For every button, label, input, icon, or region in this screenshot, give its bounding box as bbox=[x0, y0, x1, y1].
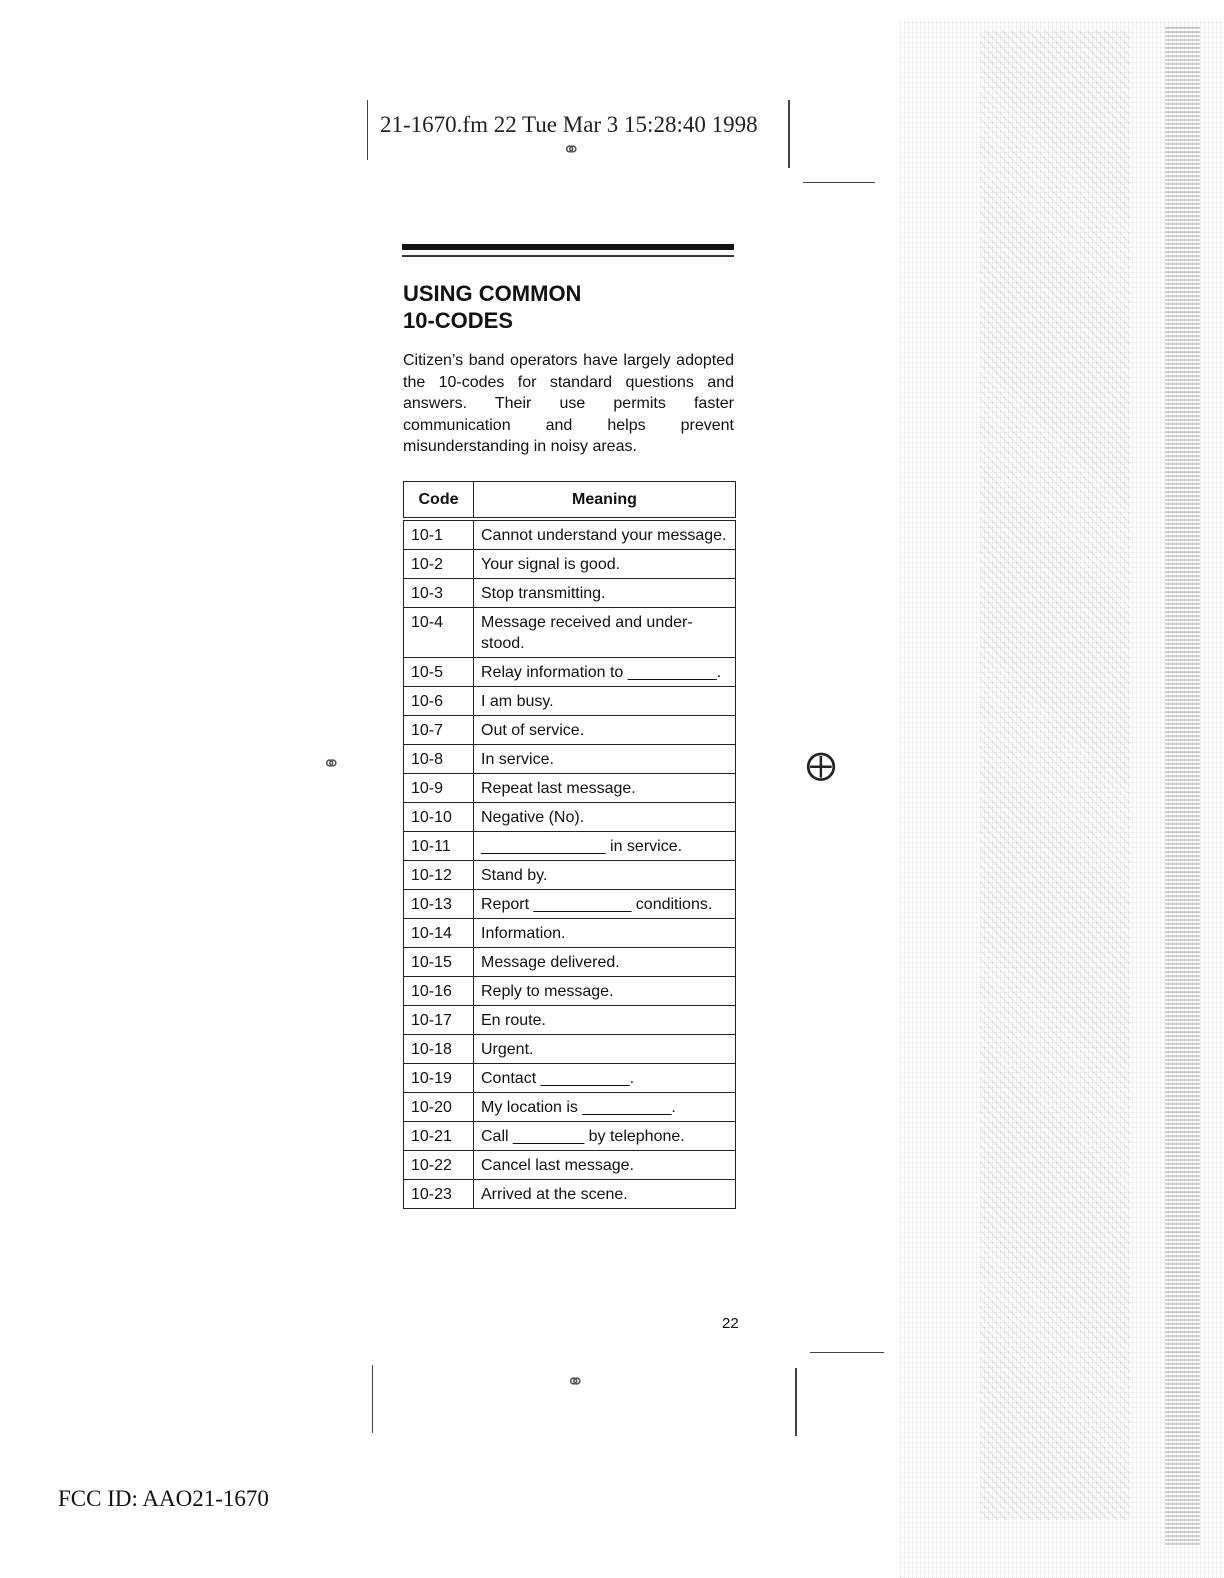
table-row bbox=[404, 579, 736, 608]
section-title-line2: 10-CODES bbox=[403, 308, 514, 333]
table-row bbox=[404, 716, 736, 745]
meaning-cell: Stop transmitting. bbox=[474, 579, 736, 608]
intro-paragraph: Citizen’s band operators have largely adopted the 10-codes for standard questions and answers. Their use permits faster communication and helps prevent misunderstanding in noisy areas. bbox=[403, 352, 734, 455]
table-row bbox=[404, 1151, 736, 1180]
code-cell: 10-1 bbox=[404, 519, 474, 550]
code-cell: 10-11 bbox=[404, 832, 474, 861]
table-row bbox=[404, 687, 736, 716]
code-cell: 10-9 bbox=[404, 774, 474, 803]
table-row bbox=[404, 550, 736, 579]
code-cell: 10-17 bbox=[404, 1006, 474, 1035]
crop-mark-top-left bbox=[367, 100, 368, 160]
table-row bbox=[404, 658, 736, 687]
meaning-cell: Contact __________. bbox=[474, 1064, 736, 1093]
crop-mark-top-right-h bbox=[803, 182, 875, 183]
meaning-cell: Cancel last message. bbox=[474, 1151, 736, 1180]
title-rule bbox=[402, 244, 734, 250]
title-rule-thin bbox=[402, 255, 734, 257]
column-header-meaning: Meaning bbox=[474, 482, 736, 520]
page-number: 22 bbox=[722, 1315, 739, 1332]
meaning-cell: Message received and understood. bbox=[474, 608, 736, 658]
registration-mark-top-icon: ⚭ bbox=[562, 138, 581, 163]
table-row bbox=[404, 1180, 736, 1209]
table-body bbox=[404, 519, 736, 1209]
ten-codes-table bbox=[403, 481, 736, 1209]
table-row bbox=[404, 803, 736, 832]
meaning-cell: Information. bbox=[474, 919, 736, 948]
meaning-cell: Call ________ by telephone. bbox=[474, 1122, 736, 1151]
table-row bbox=[404, 1035, 736, 1064]
table-row bbox=[404, 1122, 736, 1151]
section-title-line1: USING COMMON bbox=[403, 281, 582, 306]
code-cell: 10-18 bbox=[404, 1035, 474, 1064]
meaning-cell: Out of service. bbox=[474, 716, 736, 745]
code-cell: 10-14 bbox=[404, 919, 474, 948]
table-row bbox=[404, 1006, 736, 1035]
table-row bbox=[404, 608, 736, 658]
meaning-cell: Cannot understand your message. bbox=[474, 519, 736, 550]
file-stamp: 21-1670.fm 22 Tue Mar 3 15:28:40 1998 bbox=[380, 112, 758, 137]
code-cell: 10-10 bbox=[404, 803, 474, 832]
scan-noise-band bbox=[980, 30, 1130, 1520]
meaning-cell: En route. bbox=[474, 1006, 736, 1035]
code-cell: 10-20 bbox=[404, 1093, 474, 1122]
code-cell: 10-2 bbox=[404, 550, 474, 579]
code-cell: 10-15 bbox=[404, 948, 474, 977]
code-cell: 10-6 bbox=[404, 687, 474, 716]
meaning-cell: Message delivered. bbox=[474, 948, 736, 977]
meaning-cell: Relay information to __________. bbox=[474, 658, 736, 687]
table-row bbox=[404, 919, 736, 948]
meaning-cell: Urgent. bbox=[474, 1035, 736, 1064]
code-cell: 10-13 bbox=[404, 890, 474, 919]
meaning-cell: Repeat last message. bbox=[474, 774, 736, 803]
meaning-cell: My location is __________. bbox=[474, 1093, 736, 1122]
meaning-cell: Stand by. bbox=[474, 861, 736, 890]
table-row bbox=[404, 948, 736, 977]
fcc-id: FCC ID: AAO21-1670 bbox=[58, 1486, 269, 1511]
code-cell: 10-21 bbox=[404, 1122, 474, 1151]
meaning-cell: In service. bbox=[474, 745, 736, 774]
code-cell: 10-4 bbox=[404, 608, 474, 658]
table-row bbox=[404, 832, 736, 861]
meaning-cell: ______________ in service. bbox=[474, 832, 736, 861]
code-cell: 10-19 bbox=[404, 1064, 474, 1093]
meaning-cell: I am busy. bbox=[474, 687, 736, 716]
crop-mark-bottom-right-h bbox=[810, 1352, 884, 1353]
table-row bbox=[404, 977, 736, 1006]
meaning-cell: Negative (No). bbox=[474, 803, 736, 832]
meaning-cell: Report ___________ conditions. bbox=[474, 890, 736, 919]
table-row bbox=[404, 745, 736, 774]
scan-noise-edge bbox=[1165, 25, 1200, 1545]
code-cell: 10-7 bbox=[404, 716, 474, 745]
table-header-row bbox=[404, 482, 736, 520]
meaning-cell: Your signal is good. bbox=[474, 550, 736, 579]
code-cell: 10-12 bbox=[404, 861, 474, 890]
meaning-cell: Arrived at the scene. bbox=[474, 1180, 736, 1209]
crop-mark-bottom-right bbox=[795, 1368, 797, 1436]
code-cell: 10-8 bbox=[404, 745, 474, 774]
section-title bbox=[403, 280, 733, 334]
table-row bbox=[404, 519, 736, 550]
registration-mark-bottom-icon: ⚭ bbox=[566, 1370, 585, 1395]
code-cell: 10-16 bbox=[404, 977, 474, 1006]
crop-mark-bottom-left bbox=[372, 1365, 373, 1433]
registration-mark-left-icon: ⚭ bbox=[322, 752, 341, 777]
table-row bbox=[404, 890, 736, 919]
crop-mark-top-right bbox=[788, 100, 790, 168]
table-row bbox=[404, 774, 736, 803]
table-row bbox=[404, 1064, 736, 1093]
meaning-cell: Reply to message. bbox=[474, 977, 736, 1006]
table-row bbox=[404, 861, 736, 890]
table-row bbox=[404, 1093, 736, 1122]
registration-mark-right-icon: ⨁ bbox=[806, 748, 836, 783]
code-cell: 10-5 bbox=[404, 658, 474, 687]
code-cell: 10-23 bbox=[404, 1180, 474, 1209]
code-cell: 10-22 bbox=[404, 1151, 474, 1180]
code-cell: 10-3 bbox=[404, 579, 474, 608]
column-header-code: Code bbox=[404, 482, 474, 520]
